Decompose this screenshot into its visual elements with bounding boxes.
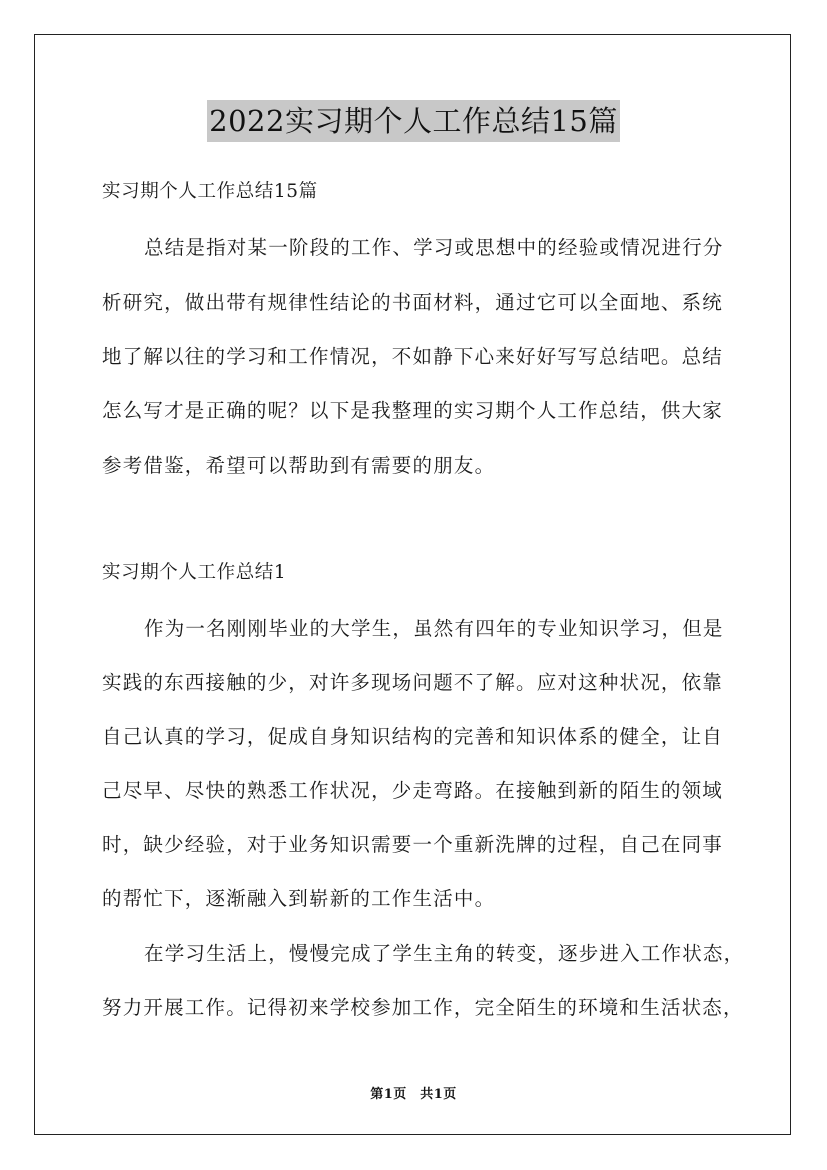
document-title: 2022实习期个人工作总结15篇	[207, 100, 620, 142]
intro-line: 地了解以往的学习和工作情况，不如静下心来好好写写总结吧。总结	[102, 345, 724, 368]
intro-line: 参考借鉴，希望可以帮助到有需要的朋友。	[102, 454, 496, 477]
intro-line: 总结是指对某一阶段的工作、学习或思想中的经验或情况进行分	[144, 236, 724, 259]
title-container	[0, 100, 827, 142]
paragraph-line: 时，缺少经验，对于业务知识需要一个重新洗牌的过程，自己在同事	[102, 833, 724, 856]
paragraph-line: 作为一名刚刚毕业的大学生，虽然有四年的专业知识学习，但是	[144, 617, 724, 640]
paragraph-line: 己尽早、尽快的熟悉工作状况，少走弯路。在接触到新的陌生的领域	[102, 779, 724, 802]
intro-line: 析研究，做出带有规律性结论的书面材料，通过它可以全面地、系统	[102, 291, 724, 314]
paragraph-line: 实践的东西接触的少，对许多现场问题不了解。应对这种状况，依靠	[102, 671, 724, 694]
document-subtitle: 实习期个人工作总结15篇	[102, 181, 318, 202]
paragraph-line: 自己认真的学习，促成自身知识结构的完善和知识体系的健全，让自	[102, 725, 724, 748]
paragraph-line: 在学习生活上，慢慢完成了学生主角的转变，逐步进入工作状态，	[144, 942, 745, 965]
paragraph-line: 的帮忙下，逐渐融入到崭新的工作生活中。	[102, 887, 496, 910]
paragraph-line: 努力开展工作。记得初来学校参加工作，完全陌生的环境和生活状态，	[102, 996, 744, 1019]
section-heading: 实习期个人工作总结1	[102, 562, 287, 583]
page-number-footer: 第1页 共1页	[370, 1087, 457, 1102]
intro-line: 怎么写才是正确的呢？以下是我整理的实习期个人工作总结，供大家	[102, 399, 724, 422]
